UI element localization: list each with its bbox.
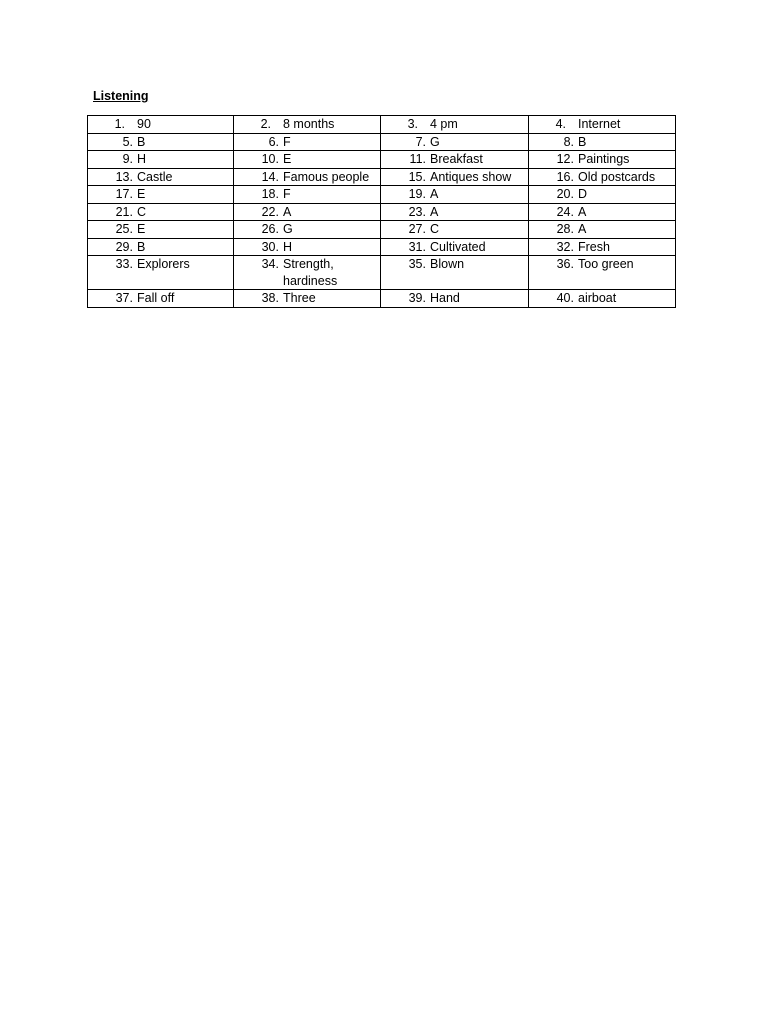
question-number: 12.: [556, 152, 574, 166]
question-number: 9.: [122, 152, 133, 166]
question-number: 25.: [115, 222, 133, 236]
question-number: 40.: [556, 291, 574, 305]
question-number: 16.: [556, 169, 574, 184]
answer-cell: [88, 116, 234, 134]
question-number: 14.: [261, 169, 279, 184]
answer-table: [87, 115, 676, 308]
question-number: 36.: [556, 257, 574, 271]
question-number: 37.: [115, 291, 133, 305]
table-row: [88, 238, 676, 256]
answer-text: Fresh: [578, 239, 610, 254]
answer-cell: [88, 186, 234, 204]
answer-cell: [529, 238, 676, 256]
question-number: 35.: [408, 257, 426, 271]
question-number: 29.: [115, 239, 133, 254]
table-row: [88, 186, 676, 204]
question-number: 19.: [408, 187, 426, 201]
question-number: 39.: [408, 291, 426, 305]
answer-cell: [529, 151, 676, 169]
answer-text: Famous people: [283, 169, 370, 184]
question-number: 6.: [268, 134, 279, 149]
answer-text: 8 months: [283, 117, 335, 131]
question-number: 15.: [408, 169, 426, 184]
answer-text: Explorers: [137, 257, 190, 271]
question-number: 3.: [407, 117, 418, 131]
answer-text: F: [283, 134, 291, 149]
answer-text: E: [283, 152, 292, 166]
answer-text: A: [430, 187, 439, 201]
table-row: [88, 168, 676, 186]
question-number: 2.: [260, 117, 271, 131]
answer-cell: [234, 186, 381, 204]
answer-text: B: [578, 134, 587, 149]
question-number: 13.: [115, 169, 133, 184]
table-row: [88, 116, 676, 134]
answer-cell: [529, 116, 676, 134]
answer-text: Blown: [430, 257, 465, 271]
question-number: 22.: [261, 204, 279, 219]
answer-text: Old postcards: [578, 169, 656, 184]
answer-cell: [88, 133, 234, 151]
answer-text: H: [283, 239, 293, 254]
question-number: 26.: [261, 222, 279, 236]
table-row: [88, 290, 676, 308]
answer-cell: [88, 290, 234, 308]
answer-text: airboat: [578, 291, 617, 305]
answer-text: Internet: [578, 117, 621, 131]
question-number: 38.: [261, 291, 279, 305]
answer-text: Strength, hardiness: [283, 257, 338, 288]
answer-table-body: [88, 116, 676, 308]
answer-text: 4 pm: [430, 117, 458, 131]
answer-text: Castle: [137, 169, 173, 184]
question-number: 24.: [556, 204, 574, 219]
table-row: [88, 151, 676, 169]
answer-cell: [234, 256, 381, 290]
answer-text: A: [578, 204, 587, 219]
answer-cell: [234, 203, 381, 221]
answer-cell: [381, 221, 529, 239]
answer-cell: [234, 221, 381, 239]
question-number: 30.: [261, 239, 279, 254]
answer-cell: [381, 203, 529, 221]
answer-text: C: [137, 204, 147, 219]
answer-text: G: [283, 222, 293, 236]
table-row: [88, 256, 676, 290]
answer-cell: [529, 290, 676, 308]
question-number: 20.: [556, 187, 574, 201]
answer-cell: [529, 256, 676, 290]
answer-cell: [529, 186, 676, 204]
question-number: 11.: [409, 152, 426, 166]
question-number: 32.: [556, 239, 574, 254]
answer-text: Fall off: [137, 291, 175, 305]
question-number: 34.: [261, 257, 279, 271]
answer-text: E: [137, 187, 146, 201]
answer-text: A: [430, 204, 439, 219]
answer-text: A: [578, 222, 587, 236]
question-number: 10.: [261, 152, 279, 166]
answer-cell: [529, 221, 676, 239]
answer-cell: [234, 290, 381, 308]
answer-cell: [88, 168, 234, 186]
answer-cell: [234, 133, 381, 151]
answer-cell: [529, 203, 676, 221]
answer-text: Breakfast: [430, 152, 483, 166]
answer-cell: [88, 203, 234, 221]
answer-text: Antiques show: [430, 169, 512, 184]
answer-cell: [88, 238, 234, 256]
question-number: 21.: [115, 204, 133, 219]
answer-text: D: [578, 187, 588, 201]
answer-text: E: [137, 222, 146, 236]
section-heading: Listening: [93, 89, 149, 103]
answer-cell: [381, 186, 529, 204]
question-number: 31.: [408, 239, 426, 254]
answer-cell: [88, 221, 234, 239]
answer-text: A: [283, 204, 292, 219]
question-number: 5.: [122, 134, 133, 149]
question-number: 4.: [555, 117, 566, 131]
question-number: 23.: [408, 204, 426, 219]
answer-text: Hand: [430, 291, 460, 305]
answer-cell: [234, 151, 381, 169]
answer-text: C: [430, 222, 440, 236]
answer-cell: [529, 133, 676, 151]
answer-cell: [529, 168, 676, 186]
question-number: 7.: [415, 134, 426, 149]
table-row: [88, 133, 676, 151]
answer-text: F: [283, 187, 291, 201]
answer-cell: [234, 168, 381, 186]
table-row: [88, 221, 676, 239]
answer-cell: [381, 168, 529, 186]
question-number: 8.: [563, 134, 574, 149]
answer-cell: [381, 116, 529, 134]
answer-text: B: [137, 134, 146, 149]
question-number: 18.: [261, 187, 279, 201]
answer-text: G: [430, 134, 440, 149]
question-number: 17.: [115, 187, 133, 201]
answer-cell: [381, 133, 529, 151]
answer-text: Paintings: [578, 152, 630, 166]
answer-text: Cultivated: [430, 239, 486, 254]
answer-cell: [88, 256, 234, 290]
question-number: 27.: [408, 222, 426, 236]
answer-cell: [381, 290, 529, 308]
answer-text: 90: [137, 117, 151, 131]
answer-cell: [381, 238, 529, 256]
answer-cell: [381, 151, 529, 169]
answer-text: Too green: [578, 257, 634, 271]
question-number: 28.: [556, 222, 574, 236]
question-number: 1.: [114, 117, 125, 131]
answer-cell: [88, 151, 234, 169]
answer-cell: [234, 238, 381, 256]
answer-text: Three: [283, 291, 316, 305]
answer-cell: [234, 116, 381, 134]
question-number: 33.: [115, 257, 133, 271]
answer-text: H: [137, 152, 147, 166]
answer-text: B: [137, 239, 146, 254]
table-row: [88, 203, 676, 221]
answer-cell: [381, 256, 529, 290]
